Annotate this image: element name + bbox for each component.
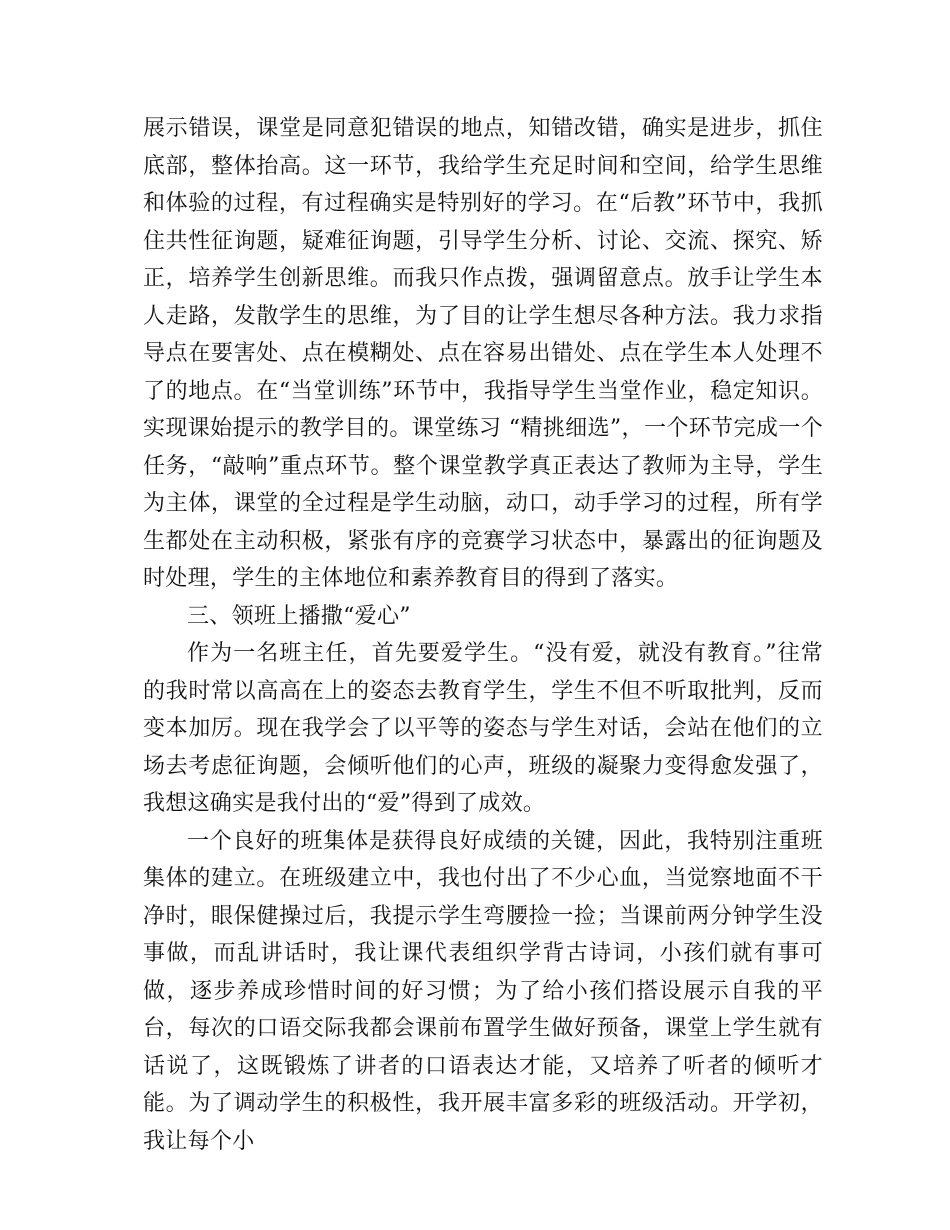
section-heading-class-love: 三、领班上播撒“爱心” bbox=[187, 603, 411, 629]
paragraph-class-teacher-love: 作为一名班主任，首先要爱学生。“没有爱，就没有教育。”往常的我时常以高高在上的姿态去教育学生，学生不但不听取批判，反而变本加厉。现在我学会了以平等的姿态与学生对话，会站在他们的立场去考虑征询题，会倾听他们的心声，班级的凝聚力变得愈发强了，我想这确实是我付出的“爱”得到了成效。 bbox=[143, 641, 823, 816]
paragraph-class-building: 一个良好的班集体是获得良好成绩的关键，因此，我特别注重班集体的建立。在班级建立中，我也付出了不少心血，当觉察地面不干净时，眼保健操过后，我提示学生弯腰捡一捡；当课前两分钟学生没事做，而乱讲话时，我让课代表组织学背古诗词，小孩们就有事可做，逐步养成珍惜时间的好习惯；为了给小孩们搭设展示自我的平台，每次的口语交际我都会课前布置学生做好预备，课堂上学生就有话说了，这既锻炼了讲者的口语表达才能，又培养了听者的倾听才能。为了调动学生的积极性，我开展丰富多彩的班级活动。开学初，我让每个小 bbox=[143, 828, 823, 1154]
document-body bbox=[143, 110, 823, 1160]
paragraph-teaching-method: 展示错误，课堂是同意犯错误的地点，知错改错，确实是进步，抓住底部，整体抬高。这一环节，我给学生充足时间和空间，给学生思维和体验的过程，有过程确实是特别好的学习。在“后教”环节中，我抓住共性征询题，疑难征询题，引导学生分析、讨论、交流、探究、矫正，培养学生创新思维。而我只作点拨，强调留意点。放手让学生本人走路，发散学生的思维，为了目的让学生想尽各种方法。我力求指导点在要害处、点在模糊处、点在容易出错处、点在学生本人处理不了的地点。在“当堂训练”环节中，我指导学生当堂作业，稳定知识。实现课始提示的教学目的。课堂练习 “精挑细选”，一个环节完成一个任务，“敲响”重点环节。整个课堂教学真正表达了教师为主导，学生为主体，课堂的全过程是学生动脑，动口，动手学习的过程，所有学生都处在主动积极，紧张有序的竞赛学习状态中，暴露出的征询题及时处理，学生的主体地位和素养教育目的得到了落实。 bbox=[143, 116, 823, 591]
